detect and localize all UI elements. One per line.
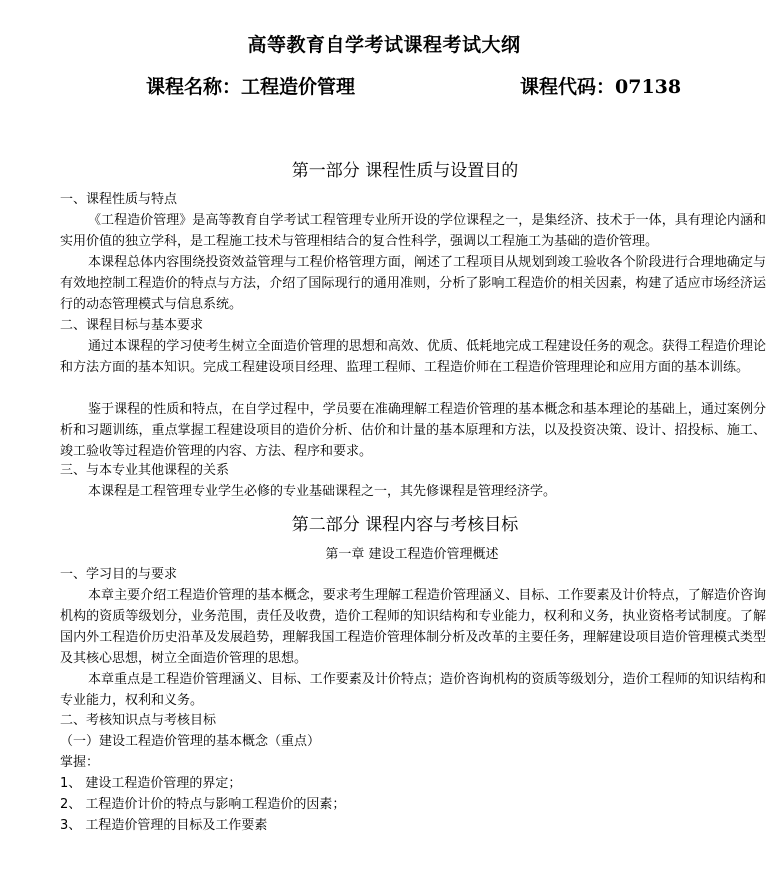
paragraph: 本课程总体内容围绕投资效益管理与工程价格管理方面，阐述了工程项目从规划到竣工验收各个阶段进行合理地确定与有效地控制工程造价的特点与方法，介绍了国际现行的通用准则，分析了影响工程造价的相关因素，构建了适应市场经济运行的动态管理模式与信息系统。 xyxy=(60,255,766,312)
part1-title: 第一部分 课程性质与设置目的 xyxy=(291,161,519,181)
section-heading: 二、课程目标与基本要求 xyxy=(60,318,204,333)
section-heading: 三、与本专业其他课程的关系 xyxy=(60,463,230,478)
paragraph: 《工程造价管理》是高等教育自学考试工程管理专业所开设的学位课程之一，是集经济、技术于一体，具有理论内涵和实用价值的独立学科，是工程施工技术与管理相结合的复合性科学，强调以工程施工为基础的造价管理。 xyxy=(60,213,766,249)
section-heading: 一、学习目的与要求 xyxy=(60,567,178,582)
paragraph: 本章重点是工程造价管理涵义、目标、工作要素及计价特点；造价咨询机构的资质等级划分，造价工程师的知识结构和专业能力，权利和义务。 xyxy=(60,672,766,708)
course-code: 课程代码：07138 xyxy=(520,76,682,98)
chapter-title: 第一章 建设工程造价管理概述 xyxy=(325,547,499,562)
subsection-heading: （一）建设工程造价管理的基本概念（重点） xyxy=(60,734,321,749)
list-item: 2、 工程造价计价的特点与影响工程造价的因素； xyxy=(60,797,346,812)
list-item: 1、 建设工程造价管理的界定； xyxy=(60,776,242,791)
section-heading: 二、考核知识点与考核目标 xyxy=(60,713,217,728)
section-heading: 一、课程性质与特点 xyxy=(60,192,178,207)
list-item: 3、 工程造价管理的目标及工作要素 xyxy=(60,818,268,833)
paragraph: 本章主要介绍工程造价管理的基本概念，要求考生理解工程造价管理涵义、目标、工作要素及计价特点，了解造价咨询机构的资质等级划分，业务范围，责任及收费，造价工程师的知识结构和专业能力，权利和义务，执业资格考试制度。了解国内外工程造价历史沿革及发展趋势，理解我国工程造价管理体制分析及改革的主要任务，理解建设项目造价管理模式类型及其核心思想，树立全面造价管理的思想。 xyxy=(60,588,766,666)
course-name: 课程名称：工程造价管理 xyxy=(146,76,356,98)
document-title: 高等教育自学考试课程考试大纲 xyxy=(247,34,521,56)
part2-title: 第二部分 课程内容与考核目标 xyxy=(291,515,519,535)
paragraph: 通过本课程的学习使考生树立全面造价管理的思想和高效、优质、低耗地完成工程建设任务的观念。获得工程造价理论和方法方面的基本知识。完成工程建设项目经理、监理工程师、工程造价师在工程造价管理理论和应用方面的基本训练。 xyxy=(60,339,766,375)
paragraph: 本课程是工程管理专业学生必修的专业基础课程之一，其先修课程是管理经济学。 xyxy=(88,484,557,499)
master-label: 掌握： xyxy=(60,755,100,770)
paragraph: 鉴于课程的性质和特点，在自学过程中，学员要在准确理解工程造价管理的基本概念和基本理论的基础上，通过案例分析和习题训练，重点掌握工程建设项目的造价分析、估价和计量的基本原理和方法，以及投资决策、设计、招投标、施工、竣工验收等过程造价管理的内容、方法、程序和要求。 xyxy=(60,402,766,459)
